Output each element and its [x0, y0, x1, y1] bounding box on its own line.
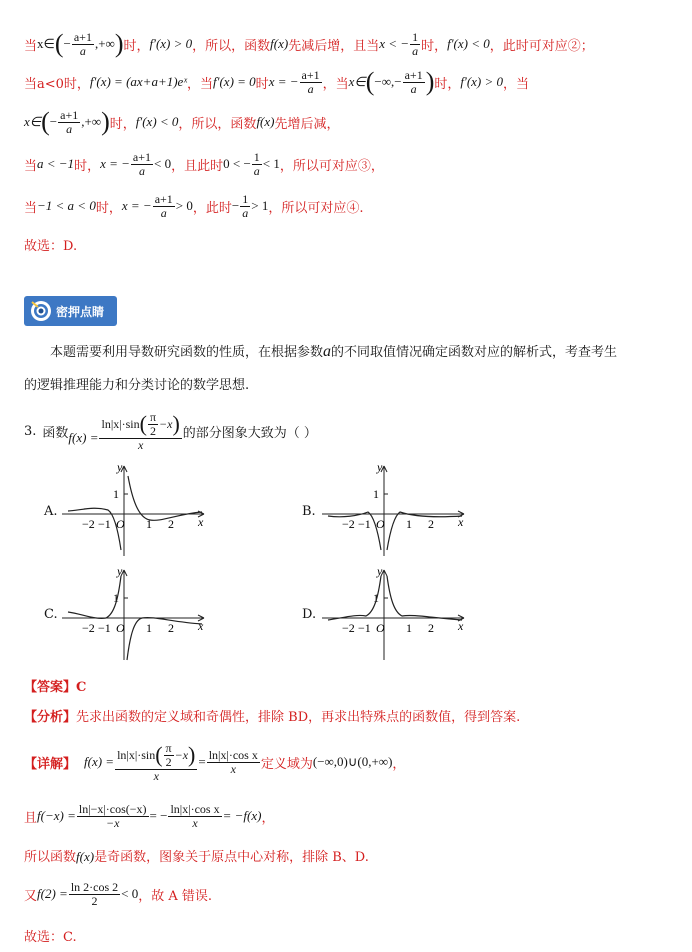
- text: 当a<0时，: [24, 76, 90, 92]
- math: x < −: [379, 36, 410, 51]
- math: −: [231, 198, 240, 213]
- answer-value: C: [76, 680, 87, 695]
- answer-line: [24, 676, 86, 695]
- fraction: $\frac{a+1}{a}$: [154, 191, 173, 220]
- math: > 0: [175, 198, 193, 213]
- math: f(x): [270, 36, 289, 51]
- text: 函数: [42, 425, 69, 441]
- tick-2: 2: [168, 517, 174, 531]
- solution-line-4: [24, 146, 384, 182]
- text: ，且此时: [171, 158, 224, 174]
- summary-line-2: 的逻辑推理能力和分类讨论的数学思想.: [24, 378, 250, 393]
- origin: O: [116, 621, 125, 635]
- fraction: $\frac{1}{a}$: [253, 149, 260, 178]
- one-label: 1: [373, 487, 379, 501]
- text: ，所以可对应④.: [268, 200, 364, 216]
- fraction: $\frac{\ln|-x|\cdot\cos(-x)}{-x}$: [78, 801, 147, 830]
- tick-neg1: −1: [358, 621, 371, 635]
- y-label: y: [377, 564, 383, 578]
- option-c-graph[interactable]: [62, 564, 212, 664]
- math: > 1: [251, 198, 269, 213]
- option-b-label[interactable]: B.: [302, 504, 316, 519]
- one-label: 1: [113, 487, 119, 501]
- text: 时，: [434, 76, 461, 92]
- text: 是奇函数，图象关于原点中心对称，排除 B、D.: [94, 850, 369, 865]
- text: 时，: [95, 200, 122, 216]
- text: ，所以，函数: [178, 116, 257, 132]
- math: 0 < −: [223, 156, 251, 171]
- text: 时，: [109, 116, 136, 132]
- math: f′(x) < 0: [135, 114, 179, 129]
- math: < 0: [121, 886, 139, 901]
- y-label: y: [377, 460, 383, 474]
- paren: (: [41, 107, 50, 136]
- tick-neg2: −2: [342, 517, 355, 531]
- text: ，故 A 错误.: [138, 888, 213, 904]
- text: 当: [24, 200, 38, 216]
- paren: ): [425, 67, 435, 96]
- curve-right: [127, 618, 202, 660]
- text: 时，: [421, 38, 448, 54]
- text: ，所以可对应③，: [279, 158, 384, 174]
- math: < 1: [262, 156, 280, 171]
- text: 的部分图象大致为（ ）: [182, 425, 317, 441]
- tick-2: 2: [428, 621, 434, 635]
- math: ,+∞: [81, 114, 102, 129]
- tick-1: 1: [406, 621, 412, 635]
- curve-right: [387, 576, 462, 620]
- option-d-graph[interactable]: [322, 564, 472, 664]
- tick-neg1: −1: [98, 621, 111, 635]
- tick-1: 1: [146, 517, 152, 531]
- math: f′(x) = 0: [213, 74, 256, 89]
- math: f′(x) = (ax+a+1)eˣ: [89, 74, 187, 89]
- math: = −f(x): [222, 808, 262, 823]
- math: x∈: [37, 36, 55, 51]
- summary-line-1: [50, 341, 617, 361]
- x-label: x: [198, 515, 204, 529]
- text: 且: [24, 810, 38, 826]
- tick-1: 1: [146, 621, 152, 635]
- text: 当: [24, 38, 38, 54]
- math: f(x): [256, 114, 275, 129]
- fraction: $\frac{1}{a}$: [242, 191, 249, 220]
- text: ，此时可对应②；: [489, 38, 594, 54]
- text: 时，: [74, 158, 101, 174]
- tick-1: 1: [406, 517, 412, 531]
- text: 又: [24, 888, 38, 904]
- fraction: $\frac{\ln 2\cdot\cos 2}{2}$: [70, 879, 119, 908]
- paren: (: [365, 67, 375, 96]
- text: ，: [392, 756, 406, 772]
- math: f(x) =: [84, 754, 115, 769]
- math: ,+∞: [94, 36, 115, 51]
- solution-line-1: 当 x∈ ( − $\frac{a+1}{a}$ ,+∞ ) 时， f′(x) > 0 ，所以，函数 f(x) 先减后增，且当 x < − $\frac{1}{a}$ 时， f′(x) < 0 ，此时可对应②；: [24, 29, 594, 58]
- option-d-label[interactable]: D.: [302, 607, 317, 622]
- option-a-label[interactable]: A.: [44, 504, 58, 519]
- fraction: $\frac{a+1}{a}$: [132, 149, 151, 178]
- tick-neg1: −1: [98, 517, 111, 531]
- fraction: $\frac{\text{ln|x|·cos x}}{x}$: [208, 747, 258, 776]
- text: 所以函数: [24, 850, 77, 865]
- y-label: y: [117, 564, 123, 578]
- text: ，所以，函数: [192, 38, 271, 54]
- fraction: $\frac{\text{ln|x|·cos x}}{x}$: [170, 801, 220, 830]
- solution-line-5: [24, 188, 363, 224]
- question-number: 3.: [24, 423, 37, 439]
- tick-neg1: −1: [358, 517, 371, 531]
- text: ，当: [187, 76, 214, 92]
- detail-line-4: [24, 874, 212, 914]
- fraction: $\frac{a+1}{a}$: [60, 107, 79, 136]
- math: x = −: [100, 156, 130, 171]
- math: f′(x) > 0: [460, 74, 504, 89]
- question-3: [24, 406, 317, 456]
- detail-line-1: [24, 736, 405, 788]
- origin: O: [376, 517, 385, 531]
- math: (−∞,0)∪(0,+∞): [312, 754, 393, 769]
- tick-neg2: −2: [82, 621, 95, 635]
- origin: O: [116, 517, 125, 531]
- text: ，当: [503, 76, 530, 92]
- text: ，当: [322, 76, 349, 92]
- fraction: ln|x|·sin ( $\frac{\pi}{2}$ −x ) x: [117, 740, 196, 783]
- tick-2: 2: [168, 621, 174, 635]
- math: f′(x) > 0: [149, 36, 193, 51]
- fraction: $\frac{a+1}{a}$: [73, 29, 92, 58]
- x-label: x: [458, 619, 464, 633]
- solution-line-2: [24, 64, 529, 100]
- math: x∈: [24, 114, 42, 129]
- option-a-graph[interactable]: [62, 460, 212, 560]
- math: a < −1: [37, 156, 75, 171]
- origin: O: [376, 621, 385, 635]
- answer-tag: 【答案】: [24, 680, 77, 695]
- text: 时，: [123, 38, 150, 54]
- y-label: y: [117, 460, 123, 474]
- math: f′(x) < 0: [447, 36, 490, 51]
- solution-line-3: x∈ ( − $\frac{a+1}{a}$ ,+∞ ) 时， f′(x) < 0 ，所以，函数 f(x) 先增后减，: [24, 107, 340, 136]
- text: 先增后减，: [274, 116, 340, 132]
- analysis-line: [24, 706, 520, 725]
- math: =: [198, 754, 206, 769]
- text: 先减后增，且当: [288, 38, 380, 54]
- math: = −: [149, 808, 168, 823]
- math: f(x) =: [68, 430, 99, 445]
- math: f(x): [76, 849, 95, 864]
- target-icon: [29, 299, 53, 323]
- detail-tag: 【详解】: [24, 756, 77, 772]
- analysis-text: 先求出函数的定义域和奇偶性，排除 BD，再求出特殊点的函数值，得到答案.: [76, 710, 521, 725]
- fraction: $\frac{1}{a}$: [412, 29, 419, 58]
- tick-neg2: −2: [342, 621, 355, 635]
- tick-neg2: −2: [82, 517, 95, 531]
- math: −1 < a < 0: [37, 198, 96, 213]
- solution-conclusion: 故选：D.: [24, 239, 78, 254]
- paren: (: [54, 29, 64, 58]
- x-label: x: [198, 619, 204, 633]
- detail-line-2: [24, 796, 274, 836]
- option-c-label[interactable]: C.: [44, 607, 58, 622]
- text: ，: [261, 810, 275, 826]
- text: 的不同取值情况确定函数对应的解析式，考查考生: [331, 345, 618, 360]
- paren: ): [114, 29, 124, 58]
- math: −∞,−: [374, 74, 402, 89]
- math: < 0: [154, 156, 172, 171]
- param: a: [323, 343, 332, 360]
- text: 当: [24, 158, 38, 174]
- text: 定义域为: [260, 756, 313, 772]
- fraction: ln|x|·sin ( $\frac{\pi}{2}$ −x ) x: [101, 409, 180, 452]
- badge-label: 密押点睛: [56, 305, 105, 319]
- one-label: 1: [373, 591, 379, 605]
- math: f(2) =: [37, 886, 68, 901]
- tick-2: 2: [428, 517, 434, 531]
- one-label: 1: [113, 591, 119, 605]
- paren: ): [101, 107, 110, 136]
- analysis-tag: 【分析】: [24, 710, 77, 725]
- tip-badge: [24, 296, 117, 326]
- math: x = −: [121, 198, 152, 213]
- fraction: $\frac{a+1}{a}$: [404, 67, 423, 96]
- detail-line-3: [24, 846, 369, 865]
- curve-right: [387, 512, 462, 550]
- fraction: $\frac{a+1}{a}$: [301, 67, 320, 96]
- text: 本题需要利用导数研究函数的性质，在根据参数: [50, 345, 324, 360]
- text: ，此时: [192, 200, 232, 216]
- text: 时: [255, 76, 269, 92]
- x-label: x: [458, 515, 464, 529]
- math: f(−x) =: [37, 808, 76, 823]
- math: x∈: [348, 74, 366, 89]
- math: x = −: [268, 74, 299, 89]
- detail-conclusion: 故选：C.: [24, 930, 77, 945]
- option-b-graph[interactable]: [322, 460, 472, 560]
